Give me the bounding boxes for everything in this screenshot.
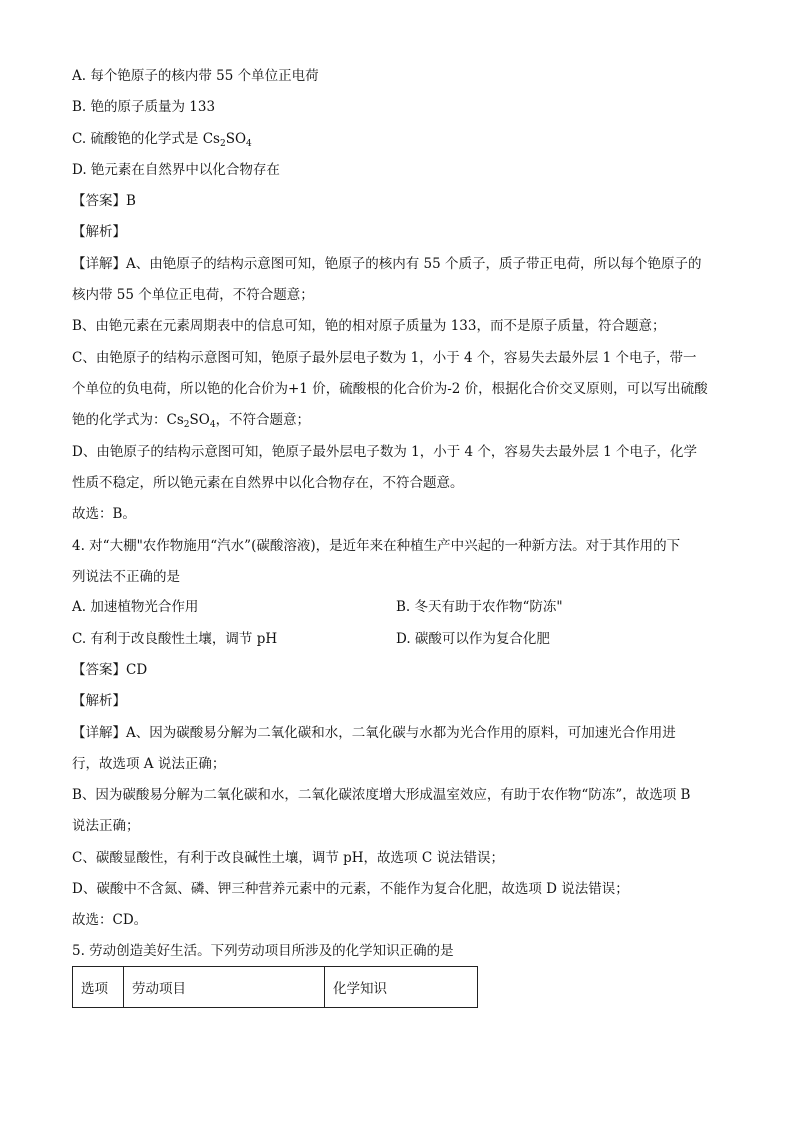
q3-detail-line-6: 铯的化学式为：$Cs_2SO_4$，不符合题意；	[72, 412, 311, 430]
q3-detail-line-3: B、由铯元素在元素周期表中的信息可知，铯的相对原子质量为 133，而不是原子质量，符合题意；	[72, 318, 666, 334]
q5-stem: 5. 劳动创造美好生活。下列劳动项目所涉及的化学知识正确的是	[72, 943, 454, 959]
q3-option-a: A. 每个铯原子的核内带 55 个单位正电荷	[72, 68, 319, 84]
q3-option-d: D. 铯元素在自然界中以化合物存在	[72, 162, 280, 178]
table-header-labor-item: 劳动项目	[124, 967, 325, 1008]
q4-stem-line-2: 列说法不正确的是	[72, 569, 180, 585]
q4-detail-line-2: 行，故选项 A 说法正确；	[72, 756, 226, 772]
q5-table	[72, 966, 478, 1008]
q4-detail-line-4: 说法正确；	[72, 818, 140, 834]
q4-option-d: D. 碳酸可以作为复合化肥	[396, 631, 550, 647]
q3-answer: 【答案】B	[72, 193, 136, 209]
q3-conclusion: 故选：B。	[72, 506, 136, 522]
q4-option-b: B. 冬天有助于农作物“防冻"	[396, 599, 563, 615]
table-header-option: 选项	[73, 967, 124, 1008]
q4-stem-line-1: 4. 对“大棚"农作物施用“汽水”(碳酸溶液)，是近年来在种植生产中兴起的一种新方法。对于其作用的下	[72, 538, 681, 554]
q3-detail-line-2: 核内带 55 个单位正电荷，不符合题意；	[72, 287, 314, 303]
q4-option-c: C. 有利于改良酸性土壤，调节 pH	[72, 631, 278, 647]
q3-detail-line-5: 个单位的负电荷，所以铯的化合价为+1 价，硫酸根的化合价为-2 价，根据化合价交叉原则，可以写出硫酸	[72, 381, 708, 397]
table-header-row	[73, 967, 478, 1008]
q4-answer: 【答案】CD	[72, 662, 148, 678]
q3-detail-line-7: D、由铯原子的结构示意图可知，铯原子最外层电子数为 1，小于 4 个，容易失去最外层 1 个电子，化学	[72, 444, 698, 460]
q3-option-c: C. 硫酸铯的化学式是 $Cs_2SO_4$	[72, 131, 252, 149]
q4-option-a: A. 加速植物光合作用	[72, 599, 199, 615]
q4-conclusion: 故选：CD。	[72, 912, 148, 928]
q4-detail-line-1: 【详解】A、因为碳酸易分解为二氧化碳和水，二氧化碳与水都为光合作用的原料，可加速光合作用进	[72, 725, 676, 741]
table-header-chem-knowledge: 化学知识	[325, 967, 478, 1008]
q3-detail-line-4: C、由铯原子的结构示意图可知，铯原子最外层电子数为 1，小于 4 个，容易失去最外层 1 个电子，带一	[72, 350, 697, 366]
q3-analysis-label: 【解析】	[72, 224, 126, 240]
q3-detail-line-8: 性质不稳定，所以铯元素在自然界中以化合物存在，不符合题意。	[72, 475, 464, 491]
q4-analysis-label: 【解析】	[72, 693, 126, 709]
q3-option-b: B. 铯的原子质量为 133	[72, 99, 216, 115]
q3-detail-line-1: 【详解】A、由铯原子的结构示意图可知，铯原子的核内有 55 个质子，质子带正电荷，所以每个铯原子的	[72, 256, 702, 272]
q4-detail-line-5: C、碳酸显酸性，有利于改良碱性土壤，调节 pH，故选项 C 说法错误；	[72, 850, 504, 866]
q4-detail-line-6: D、碳酸中不含氮、磷、钾三种营养元素中的元素，不能作为复合化肥，故选项 D 说法错误；	[72, 881, 629, 897]
q4-detail-line-3: B、因为碳酸易分解为二氧化碳和水，二氧化碳浓度增大形成温室效应，有助于农作物“防冻”，故选项 B	[72, 787, 691, 803]
